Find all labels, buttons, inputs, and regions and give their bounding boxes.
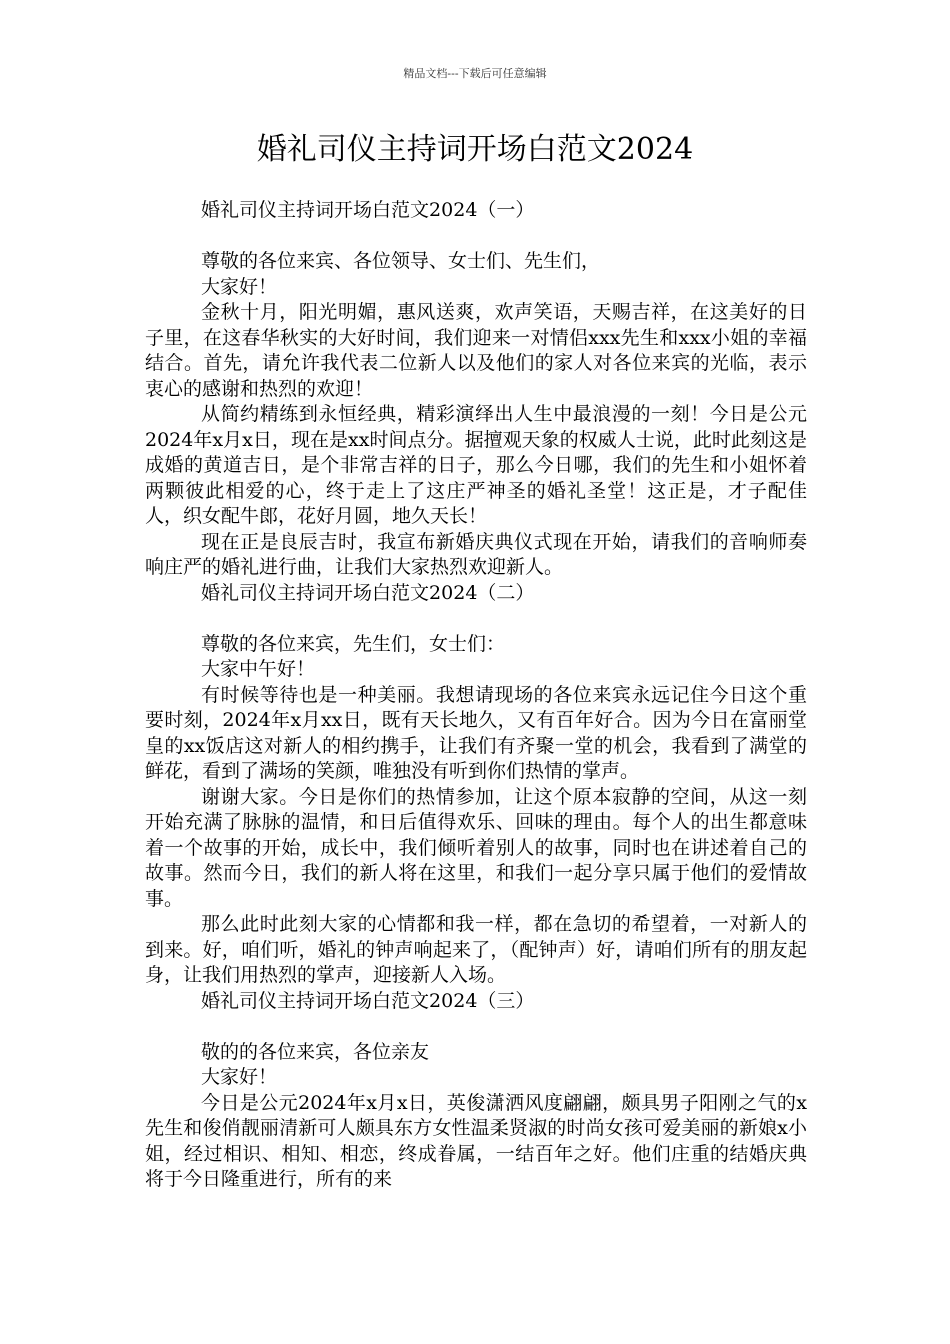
section-heading: 婚礼司仪主持词开场白范文2024（二） xyxy=(201,581,535,604)
paragraph: 金秋十月，阳光明媚，惠风送爽，欢声笑语，天赐吉祥，在这美好的日子里，在这春华秋实的大好时间，我们迎来一对情侣xxx先生和xxx小姐的幸福结合。首先，请允许我代表二位新人以及他们的家人对各位来宾的光临，表示衷心的感谢和热烈的欢迎！ xyxy=(145,301,807,400)
section-heading: 婚礼司仪主持词开场白范文2024（一） xyxy=(201,199,535,221)
page-header-watermark: 精品文档---下载后可任意编辑 xyxy=(403,67,547,80)
paragraph: 敬的的各位来宾，各位亲友 xyxy=(201,1040,430,1063)
document-body xyxy=(145,198,807,1193)
paragraph: 尊敬的各位来宾，先生们，女士们： xyxy=(201,632,506,655)
paragraph: 大家好！ xyxy=(201,1066,278,1088)
paragraph: 谢谢大家。今日是你们的热情参加，让这个原本寂静的空间，从这一刻开始充满了脉脉的温情，和日后值得欢乐、回味的理由。每个人的出生都意味着一个故事的开始，成长中，我们倾听着别人的故事，同时也在讲述着自己的故事。然而今日，我们的新人将在这里，和我们一起分享只属于他们的爱情故事。 xyxy=(145,785,807,910)
paragraph: 大家中午好！ xyxy=(201,658,316,680)
section-heading: 婚礼司仪主持词开场白范文2024（三） xyxy=(201,989,535,1012)
paragraph: 从简约精练到永恒经典，精彩演绎出人生中最浪漫的一刻！今日是公元2024年x月x日，现在是xx时间点分。据擅观天象的权威人士说，此时此刻这是成婚的黄道吉日，是个非常吉祥的日子，那么今日哪，我们的先生和小姐怀着两颗彼此相爱的心，终于走上了这庄严神圣的婚礼圣堂！这正是，才子配佳人，织女配牛郎，花好月圆，地久天长！ xyxy=(145,403,807,527)
paragraph: 今日是公元2024年x月x日，英俊潇洒风度翩翩，颇具男子阳刚之气的x先生和俊俏靓丽清新可人颇具东方女性温柔贤淑的时尚女孩可爱美丽的新娘x小姐，经过相识、相知、相恋，终成眷属，一结百年之好。他们庄重的结婚庆典将于今日隆重进行，所有的来 xyxy=(145,1091,807,1190)
document-title: 婚礼司仪主持词开场白范文2024 xyxy=(256,132,694,167)
paragraph: 尊敬的各位来宾、各位领导、女士们、先生们， xyxy=(201,250,601,272)
paragraph: 大家好！ xyxy=(201,275,278,298)
paragraph: 现在正是良辰吉时，我宣布新婚庆典仪式现在开始，请我们的音响师奏响庄严的婚礼进行曲，让我们大家热烈欢迎新人。 xyxy=(145,530,807,578)
paragraph: 那么此时此刻大家的心情都和我一样，都在急切的希望着，一对新人的到来。好，咱们听，婚礼的钟声响起来了，（配钟声）好，请咱们所有的朋友起身，让我们用热烈的掌声，迎接新人入场。 xyxy=(145,913,807,986)
paragraph: 有时候等待也是一种美丽。我想请现场的各位来宾永远记住今日这个重要时刻，2024年x月xx日，既有天长地久，又有百年好合。因为今日在富丽堂皇的xx饭店这对新人的相约携手，让我们有齐聚一堂的机会，我看到了满堂的鲜花，看到了满场的笑颜，唯独没有听到你们热情的掌声。 xyxy=(145,683,807,782)
